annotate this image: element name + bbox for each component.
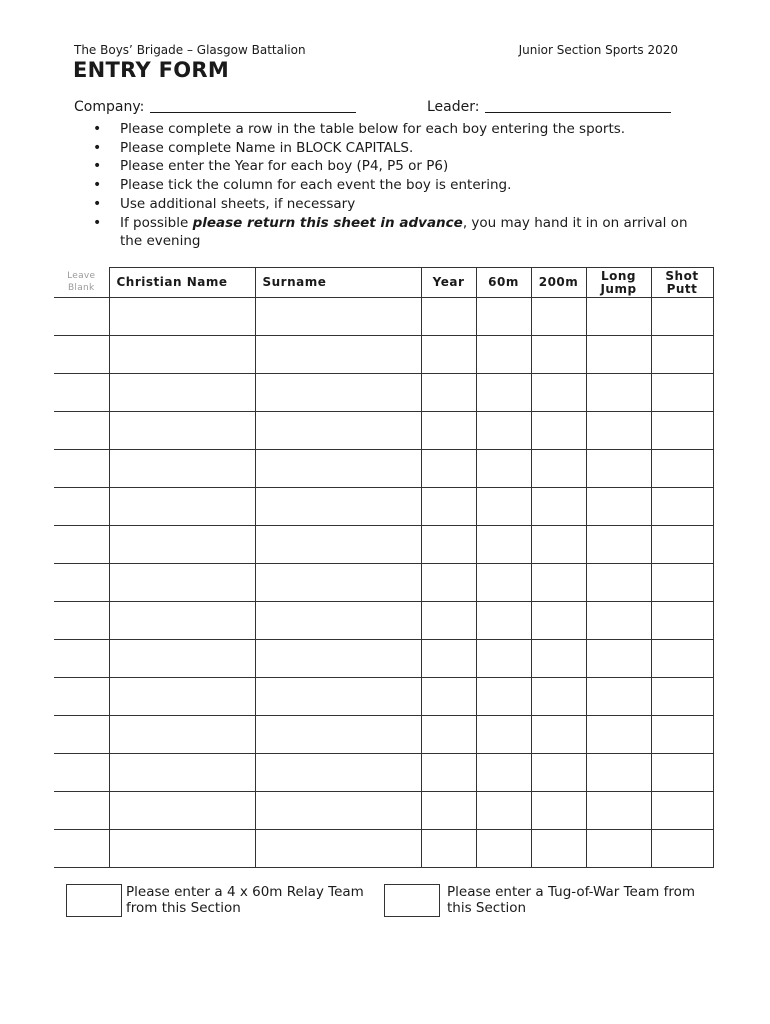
year-cell[interactable] (421, 488, 476, 526)
year-cell[interactable] (421, 640, 476, 678)
200m-cell[interactable] (531, 298, 586, 336)
column-header-christian-name: Christian Name (109, 268, 255, 298)
column-header-surname: Surname (255, 268, 421, 298)
200m-cell[interactable] (531, 830, 586, 868)
shot-putt-cell[interactable] (651, 716, 713, 754)
instruction-item: • Please enter the Year for each boy (P4, P5 or P6) (93, 157, 713, 176)
company-leader-fields (74, 98, 694, 118)
year-cell[interactable] (421, 678, 476, 716)
table-row (54, 716, 713, 754)
shot-putt-cell[interactable] (651, 754, 713, 792)
long-jump-cell[interactable] (586, 412, 651, 450)
shot-putt-cell[interactable] (651, 564, 713, 602)
60m-cell[interactable] (476, 830, 531, 868)
surname-cell[interactable] (255, 564, 421, 602)
surname-cell[interactable] (255, 298, 421, 336)
60m-cell[interactable] (476, 298, 531, 336)
column-header-60m: 60m (476, 268, 531, 298)
table-row (54, 450, 713, 488)
year-cell[interactable] (421, 564, 476, 602)
christian-name-cell[interactable] (109, 792, 255, 830)
shot-putt-cell[interactable] (651, 678, 713, 716)
long-jump-cell[interactable] (586, 830, 651, 868)
60m-cell[interactable] (476, 412, 531, 450)
leave-blank-cell (54, 336, 109, 374)
relay-checkbox[interactable] (66, 884, 122, 917)
relay-label: Please enter a 4 x 60m Relay Team from this Section (126, 884, 364, 916)
christian-name-cell[interactable] (109, 336, 255, 374)
table-row (54, 298, 713, 336)
leader-input-line[interactable] (485, 98, 671, 113)
long-jump-cell[interactable] (586, 792, 651, 830)
year-cell[interactable] (421, 602, 476, 640)
leave-blank-cell (54, 792, 109, 830)
surname-cell[interactable] (255, 754, 421, 792)
year-cell[interactable] (421, 450, 476, 488)
table-row (54, 374, 713, 412)
tug-of-war-checkbox[interactable] (384, 884, 440, 917)
table-row (54, 488, 713, 526)
year-cell[interactable] (421, 716, 476, 754)
200m-cell[interactable] (531, 792, 586, 830)
christian-name-cell[interactable] (109, 640, 255, 678)
60m-cell[interactable] (476, 450, 531, 488)
leader-label: Leader: (427, 99, 480, 115)
company-label: Company: (74, 99, 145, 115)
200m-cell[interactable] (531, 754, 586, 792)
tug-of-war-label: Please enter a Tug-of-War Team from this Section (447, 884, 695, 916)
shot-putt-line1: Shot (665, 268, 699, 283)
60m-cell[interactable] (476, 602, 531, 640)
form-title: ENTRY FORM (73, 58, 230, 82)
year-cell[interactable] (421, 374, 476, 412)
leave-blank-cell (54, 830, 109, 868)
shot-putt-cell[interactable] (651, 412, 713, 450)
200m-cell[interactable] (531, 678, 586, 716)
leave-blank-cell (54, 754, 109, 792)
200m-cell[interactable] (531, 412, 586, 450)
long-jump-cell[interactable] (586, 602, 651, 640)
shot-putt-cell[interactable] (651, 450, 713, 488)
200m-cell[interactable] (531, 450, 586, 488)
organisation-name: The Boys’ Brigade – Glasgow Battalion (74, 43, 306, 57)
shot-putt-cell[interactable] (651, 336, 713, 374)
200m-cell[interactable] (531, 640, 586, 678)
surname-cell[interactable] (255, 716, 421, 754)
long-jump-cell[interactable] (586, 678, 651, 716)
leave-blank-line2: Blank (67, 283, 95, 294)
year-cell[interactable] (421, 298, 476, 336)
column-header-year: Year (421, 268, 476, 298)
christian-name-cell[interactable] (109, 678, 255, 716)
leader-field (427, 98, 671, 115)
long-jump-cell[interactable] (586, 336, 651, 374)
surname-cell[interactable] (255, 374, 421, 412)
shot-putt-cell[interactable] (651, 488, 713, 526)
christian-name-cell[interactable] (109, 602, 255, 640)
table-body (54, 298, 713, 868)
table-row (54, 830, 713, 868)
60m-cell[interactable] (476, 640, 531, 678)
instruction-item: • Please tick the column for each event the boy is entering. (93, 176, 713, 195)
instruction-item: • Please complete a row in the table below for each boy entering the sports. (93, 120, 713, 139)
long-jump-line1: Long (600, 268, 637, 283)
shot-putt-cell[interactable] (651, 526, 713, 564)
christian-name-cell[interactable] (109, 488, 255, 526)
200m-cell[interactable] (531, 716, 586, 754)
shot-putt-line2: Putt (666, 281, 698, 296)
leave-blank-cell (54, 488, 109, 526)
year-cell[interactable] (421, 336, 476, 374)
instruction-prefix: If possible (120, 214, 193, 231)
200m-cell[interactable] (531, 374, 586, 412)
instruction-item: • Use additional sheets, if necessary (93, 195, 713, 214)
christian-name-cell[interactable] (109, 830, 255, 868)
column-header-long-jump (586, 268, 651, 298)
christian-name-cell[interactable] (109, 298, 255, 336)
shot-putt-cell[interactable] (651, 640, 713, 678)
long-jump-cell[interactable] (586, 450, 651, 488)
long-jump-cell[interactable] (586, 488, 651, 526)
christian-name-cell[interactable] (109, 564, 255, 602)
long-jump-line2: Jump (600, 281, 637, 296)
year-cell[interactable] (421, 792, 476, 830)
60m-cell[interactable] (476, 526, 531, 564)
instruction-emphasis: please return this sheet in advance (192, 214, 463, 231)
surname-cell[interactable] (255, 830, 421, 868)
christian-name-cell[interactable] (109, 716, 255, 754)
event-name: Junior Section Sports 2020 (518, 43, 678, 57)
year-cell[interactable] (421, 830, 476, 868)
company-input-line[interactable] (150, 98, 356, 113)
christian-name-cell[interactable] (109, 374, 255, 412)
60m-cell[interactable] (476, 792, 531, 830)
table-row (54, 564, 713, 602)
table-row (54, 754, 713, 792)
long-jump-cell[interactable] (586, 716, 651, 754)
200m-cell[interactable] (531, 526, 586, 564)
long-jump-cell[interactable] (586, 298, 651, 336)
60m-cell[interactable] (476, 754, 531, 792)
surname-cell[interactable] (255, 792, 421, 830)
table-row (54, 678, 713, 716)
shot-putt-cell[interactable] (651, 298, 713, 336)
company-field (74, 98, 356, 115)
surname-cell[interactable] (255, 640, 421, 678)
table-row (54, 602, 713, 640)
column-header-shot-putt (651, 268, 713, 298)
christian-name-cell[interactable] (109, 526, 255, 564)
long-jump-cell[interactable] (586, 374, 651, 412)
60m-cell[interactable] (476, 716, 531, 754)
table-row (54, 336, 713, 374)
leave-blank-cell (54, 602, 109, 640)
surname-cell[interactable] (255, 678, 421, 716)
shot-putt-cell[interactable] (651, 374, 713, 412)
year-cell[interactable] (421, 526, 476, 564)
leave-blank-cell (54, 374, 109, 412)
shot-putt-cell[interactable] (651, 792, 713, 830)
christian-name-cell[interactable] (109, 412, 255, 450)
long-jump-cell[interactable] (586, 526, 651, 564)
table-row (54, 792, 713, 830)
surname-cell[interactable] (255, 412, 421, 450)
instruction-item: • Please complete Name in BLOCK CAPITALS. (93, 139, 713, 158)
instruction-suffix: , you may hand it in on arrival on the evening (120, 214, 688, 250)
surname-cell[interactable] (255, 450, 421, 488)
60m-cell[interactable] (476, 374, 531, 412)
shot-putt-cell[interactable] (651, 602, 713, 640)
column-header-leave-blank (54, 268, 109, 298)
year-cell[interactable] (421, 754, 476, 792)
entries-table (54, 267, 714, 868)
leave-blank-cell (54, 564, 109, 602)
60m-cell[interactable] (476, 488, 531, 526)
table-row (54, 640, 713, 678)
60m-cell[interactable] (476, 336, 531, 374)
table-row (54, 412, 713, 450)
surname-cell[interactable] (255, 526, 421, 564)
page-header (74, 43, 678, 57)
long-jump-cell[interactable] (586, 640, 651, 678)
surname-cell[interactable] (255, 602, 421, 640)
60m-cell[interactable] (476, 678, 531, 716)
shot-putt-cell[interactable] (651, 830, 713, 868)
leave-blank-cell (54, 412, 109, 450)
leave-blank-line1: Leave (67, 271, 96, 282)
200m-cell[interactable] (531, 336, 586, 374)
long-jump-cell[interactable] (586, 564, 651, 602)
christian-name-cell[interactable] (109, 754, 255, 792)
instruction-item-advance (93, 214, 713, 251)
long-jump-cell[interactable] (586, 754, 651, 792)
200m-cell[interactable] (531, 488, 586, 526)
surname-cell[interactable] (255, 488, 421, 526)
leave-blank-cell (54, 450, 109, 488)
leave-blank-cell (54, 716, 109, 754)
table-header-row (54, 268, 713, 298)
200m-cell[interactable] (531, 602, 586, 640)
leave-blank-cell (54, 678, 109, 716)
60m-cell[interactable] (476, 564, 531, 602)
200m-cell[interactable] (531, 564, 586, 602)
column-header-200m: 200m (531, 268, 586, 298)
christian-name-cell[interactable] (109, 450, 255, 488)
instructions-list (93, 120, 713, 251)
year-cell[interactable] (421, 412, 476, 450)
surname-cell[interactable] (255, 336, 421, 374)
leave-blank-cell (54, 526, 109, 564)
table-row (54, 526, 713, 564)
leave-blank-cell (54, 298, 109, 336)
leave-blank-cell (54, 640, 109, 678)
